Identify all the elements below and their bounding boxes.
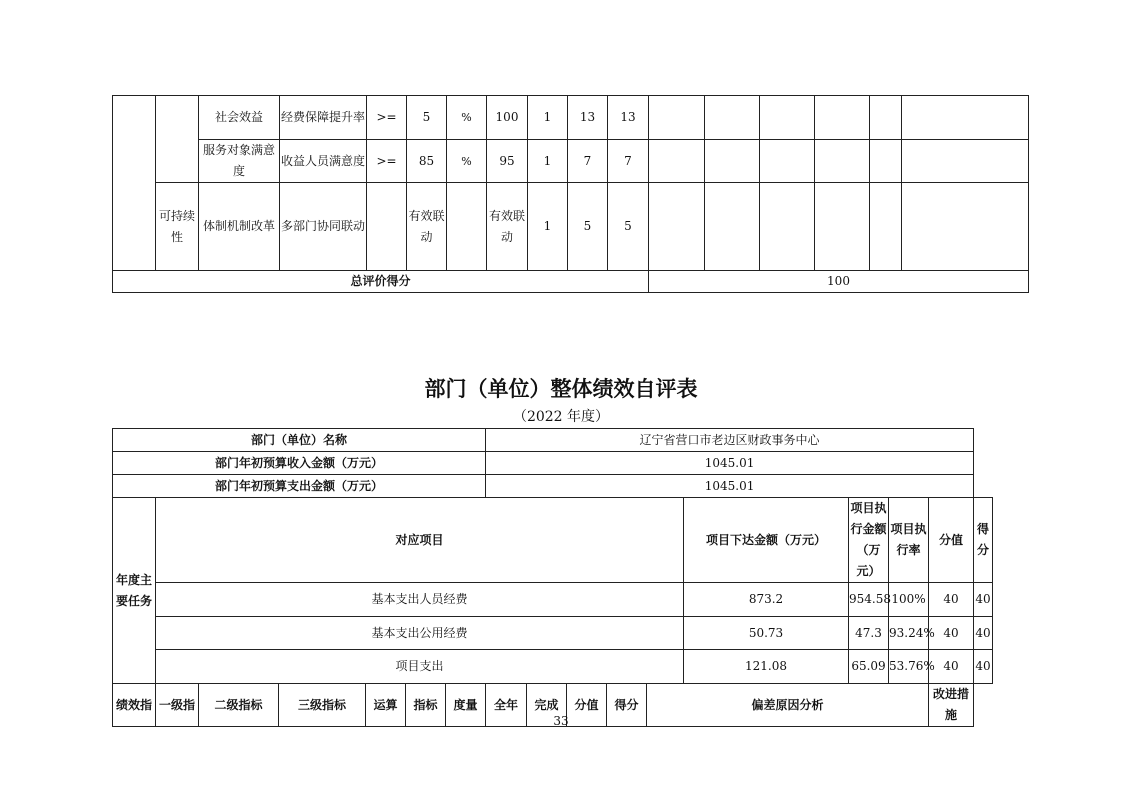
merged-empty-cell	[156, 96, 199, 183]
level2-indicator: 体制机制改革	[199, 183, 280, 271]
annual-tasks-label: 年度主要任务	[113, 498, 156, 684]
task-item: 项目支出	[156, 650, 684, 684]
task-weight: 40	[929, 617, 974, 650]
task-rate: 53.76%	[889, 650, 929, 684]
task-score: 40	[974, 617, 993, 650]
header-rate: 项目执行率	[889, 498, 929, 583]
level3-indicator: 经费保障提升率	[280, 96, 367, 140]
actual-value: 100	[487, 96, 528, 140]
score: 13	[568, 96, 608, 140]
task-issued: 50.73	[684, 617, 849, 650]
header-executed: 项目执行金额（万元）	[849, 498, 889, 583]
perf-col-3: 二级指标	[199, 684, 279, 727]
level1-indicator: 可持续性	[156, 183, 199, 271]
task-score: 40	[974, 583, 993, 617]
score: 5	[568, 183, 608, 271]
target-value: 有效联动	[407, 183, 447, 271]
task-score: 40	[974, 650, 993, 684]
weight: 1	[528, 140, 568, 183]
dept-name-value: 辽宁省营口市老边区财政事务中心	[486, 429, 974, 452]
expense-label: 部门年初预算支出金额（万元）	[113, 475, 486, 498]
perf-col-2: 一级指	[156, 684, 199, 727]
got-score: 13	[608, 96, 649, 140]
table-row	[113, 96, 1029, 140]
merged-empty-cell	[113, 96, 156, 271]
page-number: 33	[553, 714, 569, 728]
task-issued: 121.08	[684, 650, 849, 684]
actual-value: 95	[487, 140, 528, 183]
task-item: 基本支出公用经费	[156, 617, 684, 650]
total-row	[113, 271, 1029, 293]
task-weight: 40	[929, 650, 974, 684]
perf-col-7: 度量	[446, 684, 486, 727]
table-row	[113, 183, 1029, 271]
task-executed: 954.58	[849, 583, 889, 617]
task-rate: 93.24%	[889, 617, 929, 650]
perf-col-4: 三级指标	[279, 684, 366, 727]
total-label: 总评价得分	[113, 271, 649, 293]
target-value: 85	[407, 140, 447, 183]
table-row	[113, 583, 993, 617]
table-row	[113, 617, 993, 650]
weight: 1	[528, 96, 568, 140]
task-issued: 873.2	[684, 583, 849, 617]
header-item: 对应项目	[156, 498, 684, 583]
perf-col-13: 改进措施	[929, 684, 974, 727]
unit: %	[447, 140, 487, 183]
unit: %	[447, 96, 487, 140]
table-row	[113, 475, 993, 498]
score: 7	[568, 140, 608, 183]
level2-indicator: 社会效益	[199, 96, 280, 140]
table-row	[113, 650, 993, 684]
perf-col-9: 完成	[527, 684, 567, 727]
header-issued: 项目下达金额（万元）	[684, 498, 849, 583]
perf-col-5: 运算	[366, 684, 406, 727]
task-executed: 65.09	[849, 650, 889, 684]
unit	[447, 183, 487, 271]
header-weight: 分值	[929, 498, 974, 583]
page-title: 部门（单位）整体绩效自评表	[424, 377, 698, 401]
perf-col-10: 分值	[567, 684, 607, 727]
actual-value: 有效联动	[487, 183, 528, 271]
perf-col-11: 得分	[607, 684, 647, 727]
income-label: 部门年初预算收入金额（万元）	[113, 452, 486, 475]
task-rate: 100%	[889, 583, 929, 617]
perf-col-6: 指标	[406, 684, 446, 727]
expense-value: 1045.01	[486, 475, 974, 498]
level3-indicator: 收益人员满意度	[280, 140, 367, 183]
level2-indicator: 服务对象满意度	[199, 140, 280, 183]
task-weight: 40	[929, 583, 974, 617]
table-row	[113, 429, 993, 452]
perf-col-12: 偏差原因分析	[647, 684, 929, 727]
task-header-row	[113, 498, 993, 583]
income-value: 1045.01	[486, 452, 974, 475]
operator: >=	[367, 140, 407, 183]
table-row	[113, 140, 1029, 183]
self-evaluation-table	[112, 428, 993, 727]
dept-name-label: 部门（单位）名称	[113, 429, 486, 452]
level3-indicator: 多部门协同联动	[280, 183, 367, 271]
weight: 1	[528, 183, 568, 271]
operator	[367, 183, 407, 271]
operator: >=	[367, 96, 407, 140]
page-subtitle: （2022 年度）	[512, 409, 610, 425]
got-score: 7	[608, 140, 649, 183]
header-score: 得分	[974, 498, 993, 583]
perf-col-1: 绩效指	[113, 684, 156, 727]
perf-col-8: 全年	[486, 684, 527, 727]
task-item: 基本支出人员经费	[156, 583, 684, 617]
got-score: 5	[608, 183, 649, 271]
indicator-table-continued	[112, 95, 1029, 293]
table-row	[113, 452, 993, 475]
total-value: 100	[649, 271, 1029, 293]
task-executed: 47.3	[849, 617, 889, 650]
target-value: 5	[407, 96, 447, 140]
